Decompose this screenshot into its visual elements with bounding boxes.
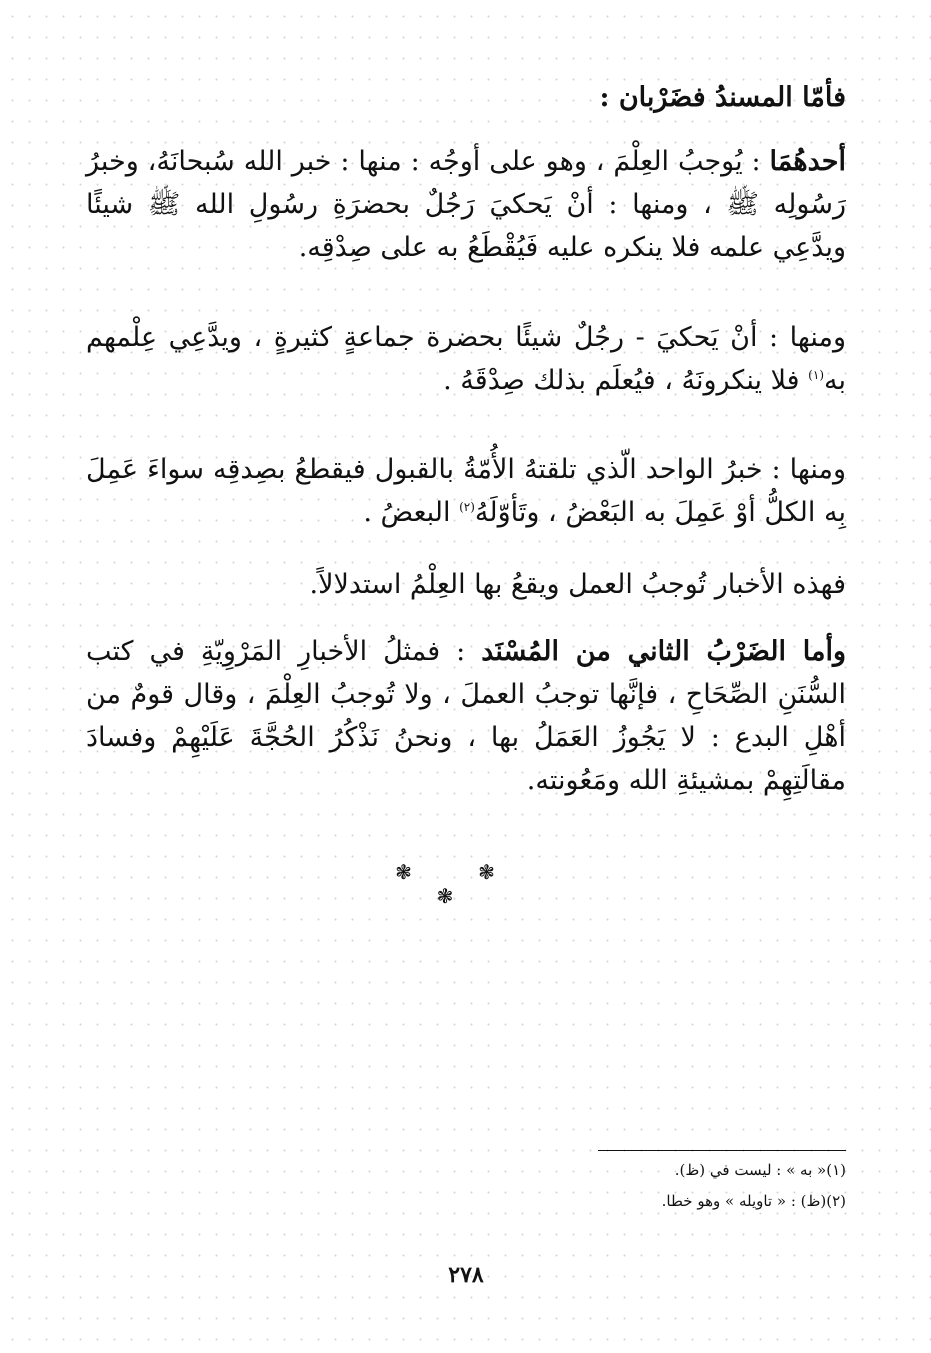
- footnote-reference-1[interactable]: (١): [808, 368, 824, 382]
- paragraph-second-type: [86, 630, 846, 802]
- footnote-divider: [598, 1150, 846, 1151]
- section-heading: فأمّا المسندُ فضَرْبان :: [599, 82, 846, 113]
- page-number: ٢٧٨: [448, 1262, 484, 1288]
- paragraph-text: ومنها : خبرُ الواحد الّذي تلقتهُ الأُمّةُ بالقبول فيقطعُ بصِدقِه سواءَ عَمِلَ بِه الكلُّ أوْ عَمِلَ به البَعْضُ ، وتَأوّلَهُ: [86, 454, 846, 528]
- paragraph-text: ومنها : أنْ يَحكيَ - رجُلٌ شيئًا بحضرة جماعةٍ كثيرةٍ ، ويدَّعِي عِلْمهم به: [86, 322, 846, 396]
- footnote-2: (٢)(ظ) : « تاويله » وهو خطا.: [661, 1192, 846, 1210]
- paragraph-conclusion: [86, 563, 846, 606]
- paragraph-single-narrator: [86, 448, 846, 534]
- paragraph-group-narration: [86, 316, 846, 402]
- section-separator-stars: ❃ ❃ ❃: [395, 860, 525, 908]
- paragraph-text: فهذه الأخبار تُوجبُ العمل ويقعُ بها العِلْمُ استدلالاً.: [309, 569, 846, 600]
- footnote-reference-2[interactable]: (٢): [459, 500, 475, 514]
- paragraph-text: فلا ينكرونَهُ ، فيُعلَم بذلك صِدْقَهُ .: [443, 365, 809, 396]
- footnotes: [430, 1155, 846, 1217]
- paragraph-text: البعضُ .: [363, 497, 460, 528]
- paragraph-text: : يُوجبُ العِلْمَ ، وهو على أوجُه : منها : خبر الله سُبحانَهُ، وخبرُ رَسُولِه ﷺ ، ومنها : أنْ يَحكيَ رَجُلٌ بحضرَةِ رسُولِ الله ﷺ شيئًا ويدَّعِي علمه فلا ينكره عليه فَيُقْطَعُ به على صِدْقِه.: [86, 146, 846, 263]
- paragraph-lead: وأما الضَرْبُ الثاني من المُسْنَد: [481, 636, 846, 667]
- paragraph-text: : فمثلُ الأخبارِ المَرْوِيّةِ في كتب السُّنَنِ الصِّحَاحِ ، فإنَّها توجبُ العملَ ، ولا تُوجبُ العِلْمَ ، وقال قومٌ من أهْلِ البدع : لا يَجُوزُ العَمَلُ بها ، ونحنُ نَذْكُرُ الحُجَّةَ عَلَيْهِمْ وفسادَ مقالَتِهِمْ بمشيئةِ الله ومَعُونته.: [86, 636, 846, 796]
- footnote-1: (١)« به » : ليست في (ظ).: [674, 1161, 846, 1179]
- paragraph-lead: أحدهُمَا: [769, 146, 846, 177]
- paragraph-first-type: [86, 140, 846, 269]
